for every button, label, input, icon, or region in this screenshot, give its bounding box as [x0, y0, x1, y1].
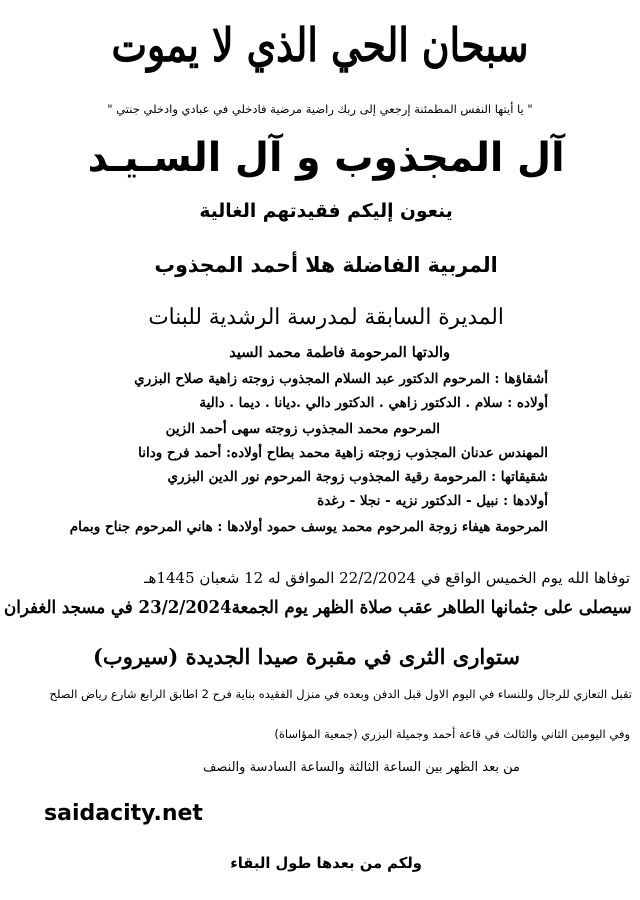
- families-title: آل المجذوب و آل السـيـد: [87, 135, 565, 181]
- family-line-brother-3: المهندس عدنان المجذوب زوجته زاهية محمد بطاح أولاده: أحمد فرح ودانا: [138, 445, 548, 461]
- family-line-children-2: أولادها : نبيل - الدكتور نزيه - نجلا - رغدة: [317, 493, 548, 509]
- death-date-line: توفاها الله يوم الخميس الواقع في 22/2/2024 الموافق له 12 شعبان 1445هـ: [144, 569, 630, 587]
- family-line-brother-2: المرحوم محمد المجذوب زوجته سهى أحمد الزين: [165, 421, 440, 437]
- condolence-line-1: تقبل التعازي للرجال وللنساء في اليوم الاول قبل الدفن وبعده في منزل الفقيده بناية فرح 2 اطابق الرابع شارع رياض الصلح: [49, 687, 632, 701]
- condolence-line-2: وفي اليومين الثاني والثالث في قاعة أحمد وجميلة البزري (جمعية المؤاساة): [274, 727, 630, 741]
- website-watermark: saidacity.net: [44, 801, 203, 826]
- family-line-brothers: أشقاؤها : المرحوم الدكتور عبد السلام المجذوب زوجته زاهية صلاح البزري: [134, 371, 548, 387]
- quran-verse: " يا أيتها النفس المطمئنة إرجعي إلى ربك راضية مرضية فادخلي في عبادي وادخلي جنتي ": [107, 102, 533, 116]
- deceased-title: المديرة السابقة لمدرسة الرشدية للبنات: [148, 305, 504, 330]
- family-line-sisters: شقيقاتها : المرحومة رقية المجذوب زوجة المرحوم نور الدين البزري: [167, 469, 548, 485]
- mourning-line: ينعون إليكم فقيدتهم الغالية: [199, 200, 453, 222]
- deceased-name: المربية الفاضلة هلا أحمد المجذوب: [154, 253, 498, 277]
- condolence-line-3: من بعد الظهر بين الساعة الثالثة والساعة السادسة والنصف: [202, 760, 520, 775]
- burial-line: ستوارى الثرى في مقبرة صيدا الجديدة (سيروب): [92, 644, 520, 669]
- calligraphy-header: سبحان الحي الذي لا يموت: [111, 18, 529, 72]
- family-line-sister-2: المرحومة هيفاء زوجة المرحوم محمد يوسف حمود أولادها : هاني المرحوم جناح وبمام: [69, 519, 548, 535]
- family-line-children-1: أولاده : سلام . الدكتور زاهي . الدكتور دالي .ديانا . ديما . دالية: [199, 395, 548, 411]
- closing-line: ولكم من بعدها طول البقاء: [230, 854, 422, 872]
- funeral-prayer-line: سيصلى على جثمانها الطاهر عقب صلاة الظهر يوم الجمعة23/2/2024 في مسجد الغفران: [4, 598, 632, 618]
- family-line-mother: والدتها المرحومة فاطمة محمد السيد: [229, 344, 450, 361]
